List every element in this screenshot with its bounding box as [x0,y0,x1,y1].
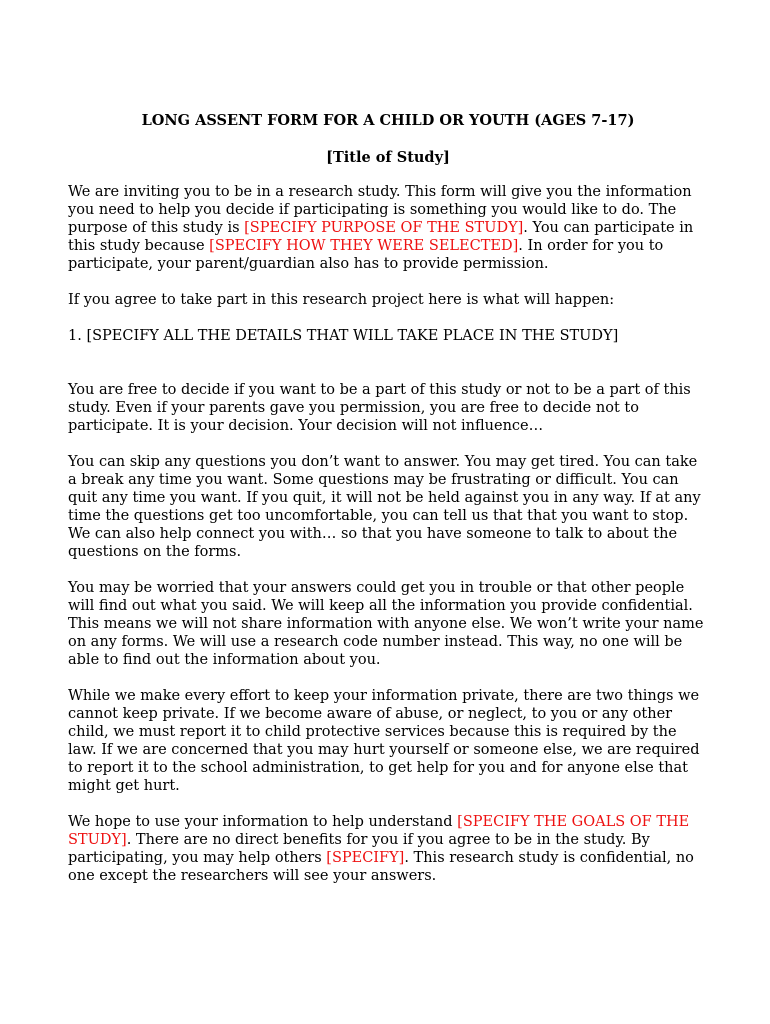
placeholder-help-others: [SPECIFY] [326,850,405,866]
paragraph-text: . This research study is confidential, no one except the researchers will see your answers. [68,850,694,884]
form-title: LONG ASSENT FORM FOR A CHILD OR YOUTH (AGES 7-17) [141,112,635,129]
study-details-item: 1. [SPECIFY ALL THE DETAILS THAT WILL TAKE PLACE IN THE STUDY] [68,328,619,344]
paragraph-text: . In order for you to participate, your parent/guardian also has to provide permission. [68,238,664,272]
assent-form-page [68,111,708,885]
placeholder-goals: [SPECIFY THE GOALS OF THE STUDY] [68,814,690,848]
paragraph-benefits [68,813,708,885]
paragraph-limits-of-privacy: While we make every effort to keep your information private, there are two things we cannot keep private. If we become aware of abuse, or neglect, to you or any other child, we must report it to child protective services because this is required by the law. If we are concerned that you may hurt yourself or someone else, we are required to report it to the school administration, to get help for you and for anyone else that might get hurt. [68,688,700,794]
paragraph-what-will-happen: If you agree to take part in this research project here is what will happen: [68,292,615,308]
paragraph-text: . There are no direct benefits for you if you agree to be in the study. By participating, you may help others [68,832,650,866]
paragraph-confidentiality: You may be worried that your answers could get you in trouble or that other people will find out what you said. We will keep all the information you provide confidential. This means we will not share information with anyone else. We won’t write your name on any forms. We will use a research code number instead. This way, no one will be able to find out the information about you. [68,580,704,668]
paragraph-voluntary: You are free to decide if you want to be a part of this study or not to be a part of this study. Even if your parents gave you permission, you are free to decide not to participate. It is your decision. Your decision will not influence… [68,382,691,434]
placeholder-purpose: [SPECIFY PURPOSE OF THE STUDY] [244,220,524,236]
paragraph-text: We are inviting you to be in a research study. This form will give you the information you need to help you decide if participating is something you would like to do. The purpose of this study is [68,184,692,236]
placeholder-selection: [SPECIFY HOW THEY WERE SELECTED] [209,238,519,254]
paragraph-text: We hope to use your information to help understand [68,814,458,830]
paragraph-text: . You can participate in this study because [68,220,694,254]
study-title-placeholder: [Title of Study] [326,149,450,166]
paragraph-invitation [68,183,708,273]
paragraph-skip-questions: You can skip any questions you don’t want to answer. You may get tired. You can take a break any time you want. Some questions may be frustrating or difficult. You can quit any time you want. If you quit, it will not be held against you in any way. If at any time the questions get too uncomfortable, you can tell us that that you want to stop. We can also help connect you with… so that you have someone to talk to about the questions on the forms. [68,454,701,560]
